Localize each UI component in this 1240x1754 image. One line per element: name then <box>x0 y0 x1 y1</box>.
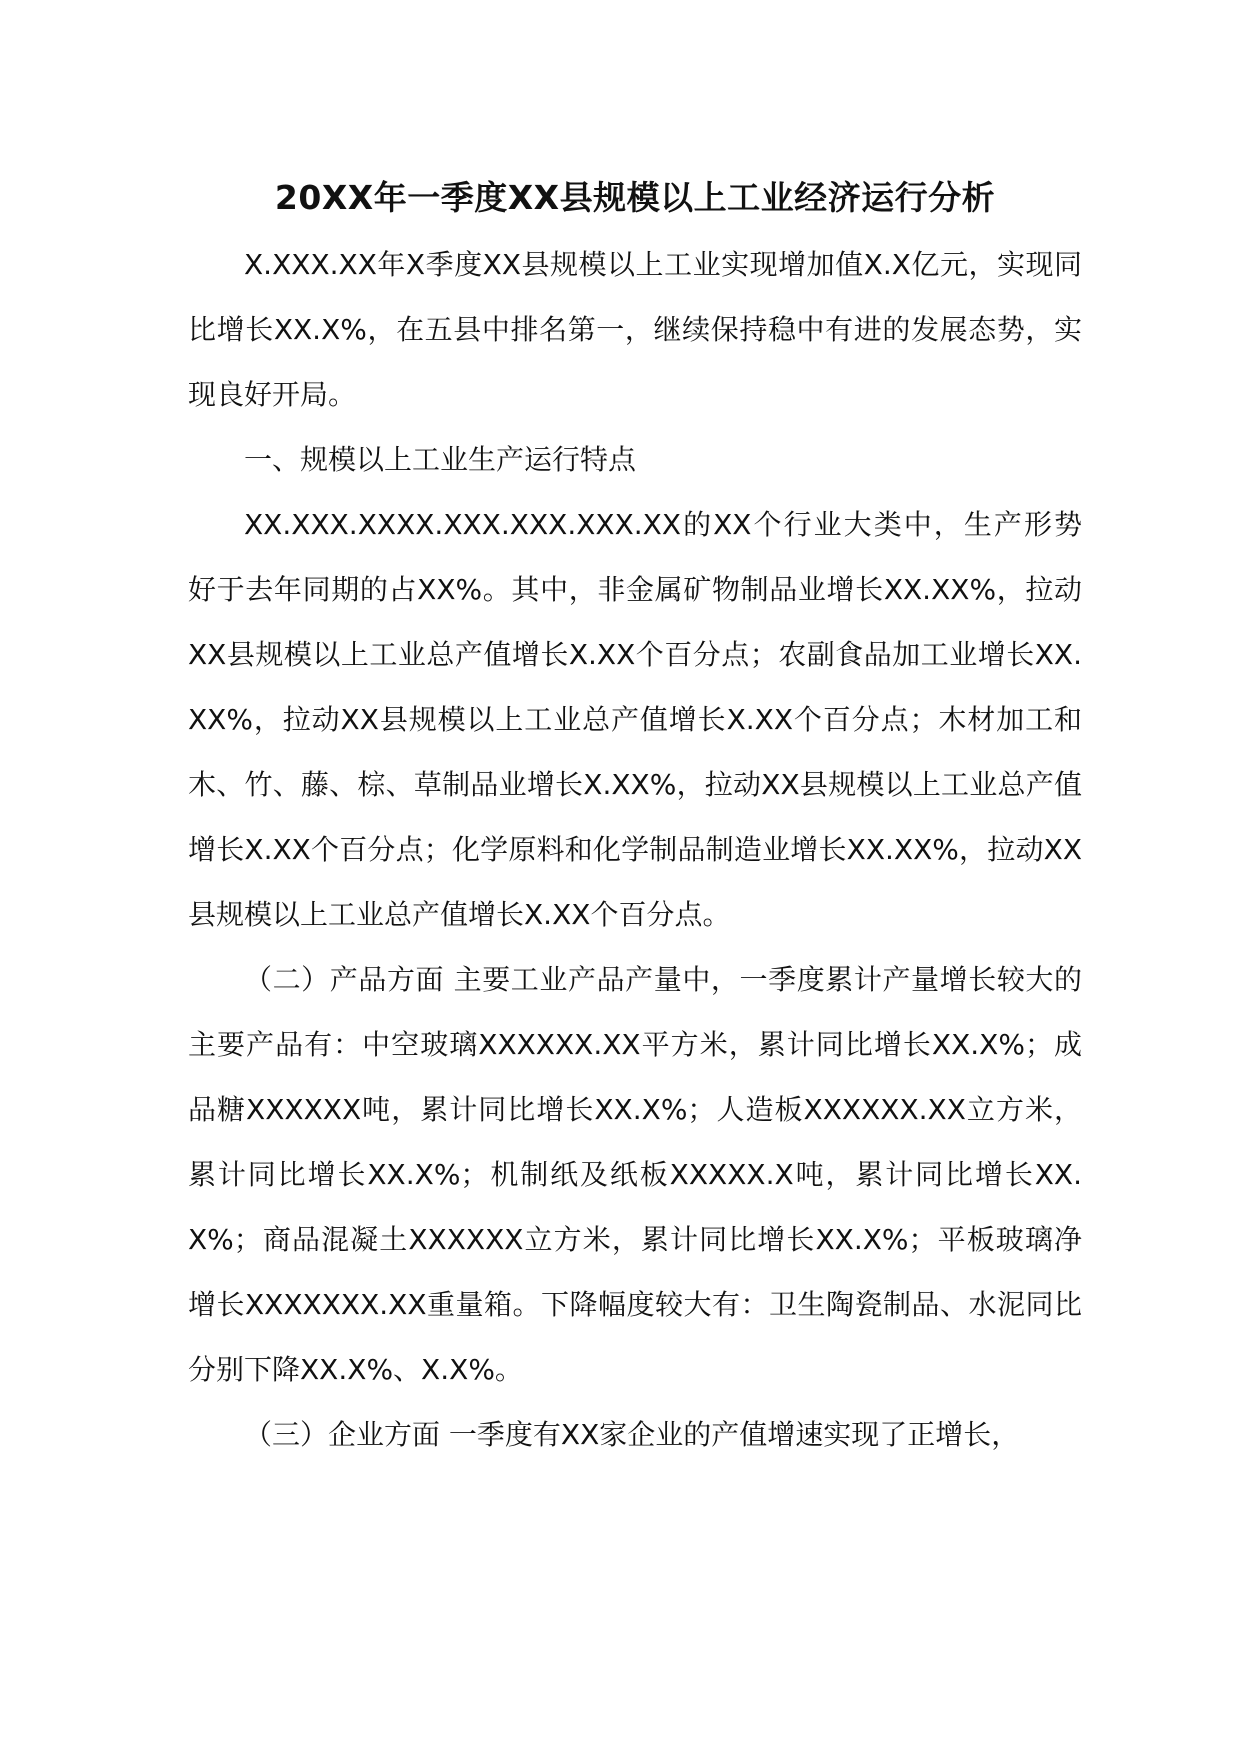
product-paragraph: （二）产品方面 主要工业产品产量中，一季度累计产量增长较大的主要产品有：中空玻璃XXXXXX.XX平方米，累计同比增长XX.X%；成品糖XXXXXX吨，累计同比增长XX.X%；人造板XXXXXX.XX立方米，累计同比增长XX.X%；机制纸及纸板XXXXX.X吨，累计同比增长XX.X%；商品混凝土XXXXXX立方米，累计同比增长XX.X%；平板玻璃净增长XXXXXXX.XX重量箱。下降幅度较大有：卫生陶瓷制品、水泥同比分别下降XX.X%、X.X%。 <box>188 963 1082 1386</box>
document-title: 20XX年一季度XX县规模以上工业经济运行分析 <box>274 178 996 217</box>
enterprise-paragraph: （三）企业方面 一季度有XX家企业的产值增速实现了正增长， <box>244 1418 1020 1451</box>
intro-paragraph: X.XXX.XX年X季度XX县规模以上工业实现增加值X.X亿元，实现同比增长XX.X%，在五县中排名第一，继续保持稳中有进的发展态势，实现良好开局。 <box>188 248 1082 411</box>
section-heading-1: 一、规模以上工业生产运行特点 <box>244 443 637 476</box>
document-body <box>188 170 1082 1467</box>
industry-paragraph: XX.XXX.XXXX.XXX.XXX.XXX.XX的XX个行业大类中，生产形势好于去年同期的占XX%。其中，非金属矿物制品业增长XX.XX%，拉动XX县规模以上工业总产值增长X.XX个百分点；农副食品加工业增长XX.XX%，拉动XX县规模以上工业总产值增长X.XX个百分点；木材加工和木、竹、藤、棕、草制品业增长X.XX%，拉动XX县规模以上工业总产值增长X.XX个百分点；化学原料和化学制品制造业增长XX.XX%，拉动XX县规模以上工业总产值增长X.XX个百分点。 <box>188 508 1082 931</box>
